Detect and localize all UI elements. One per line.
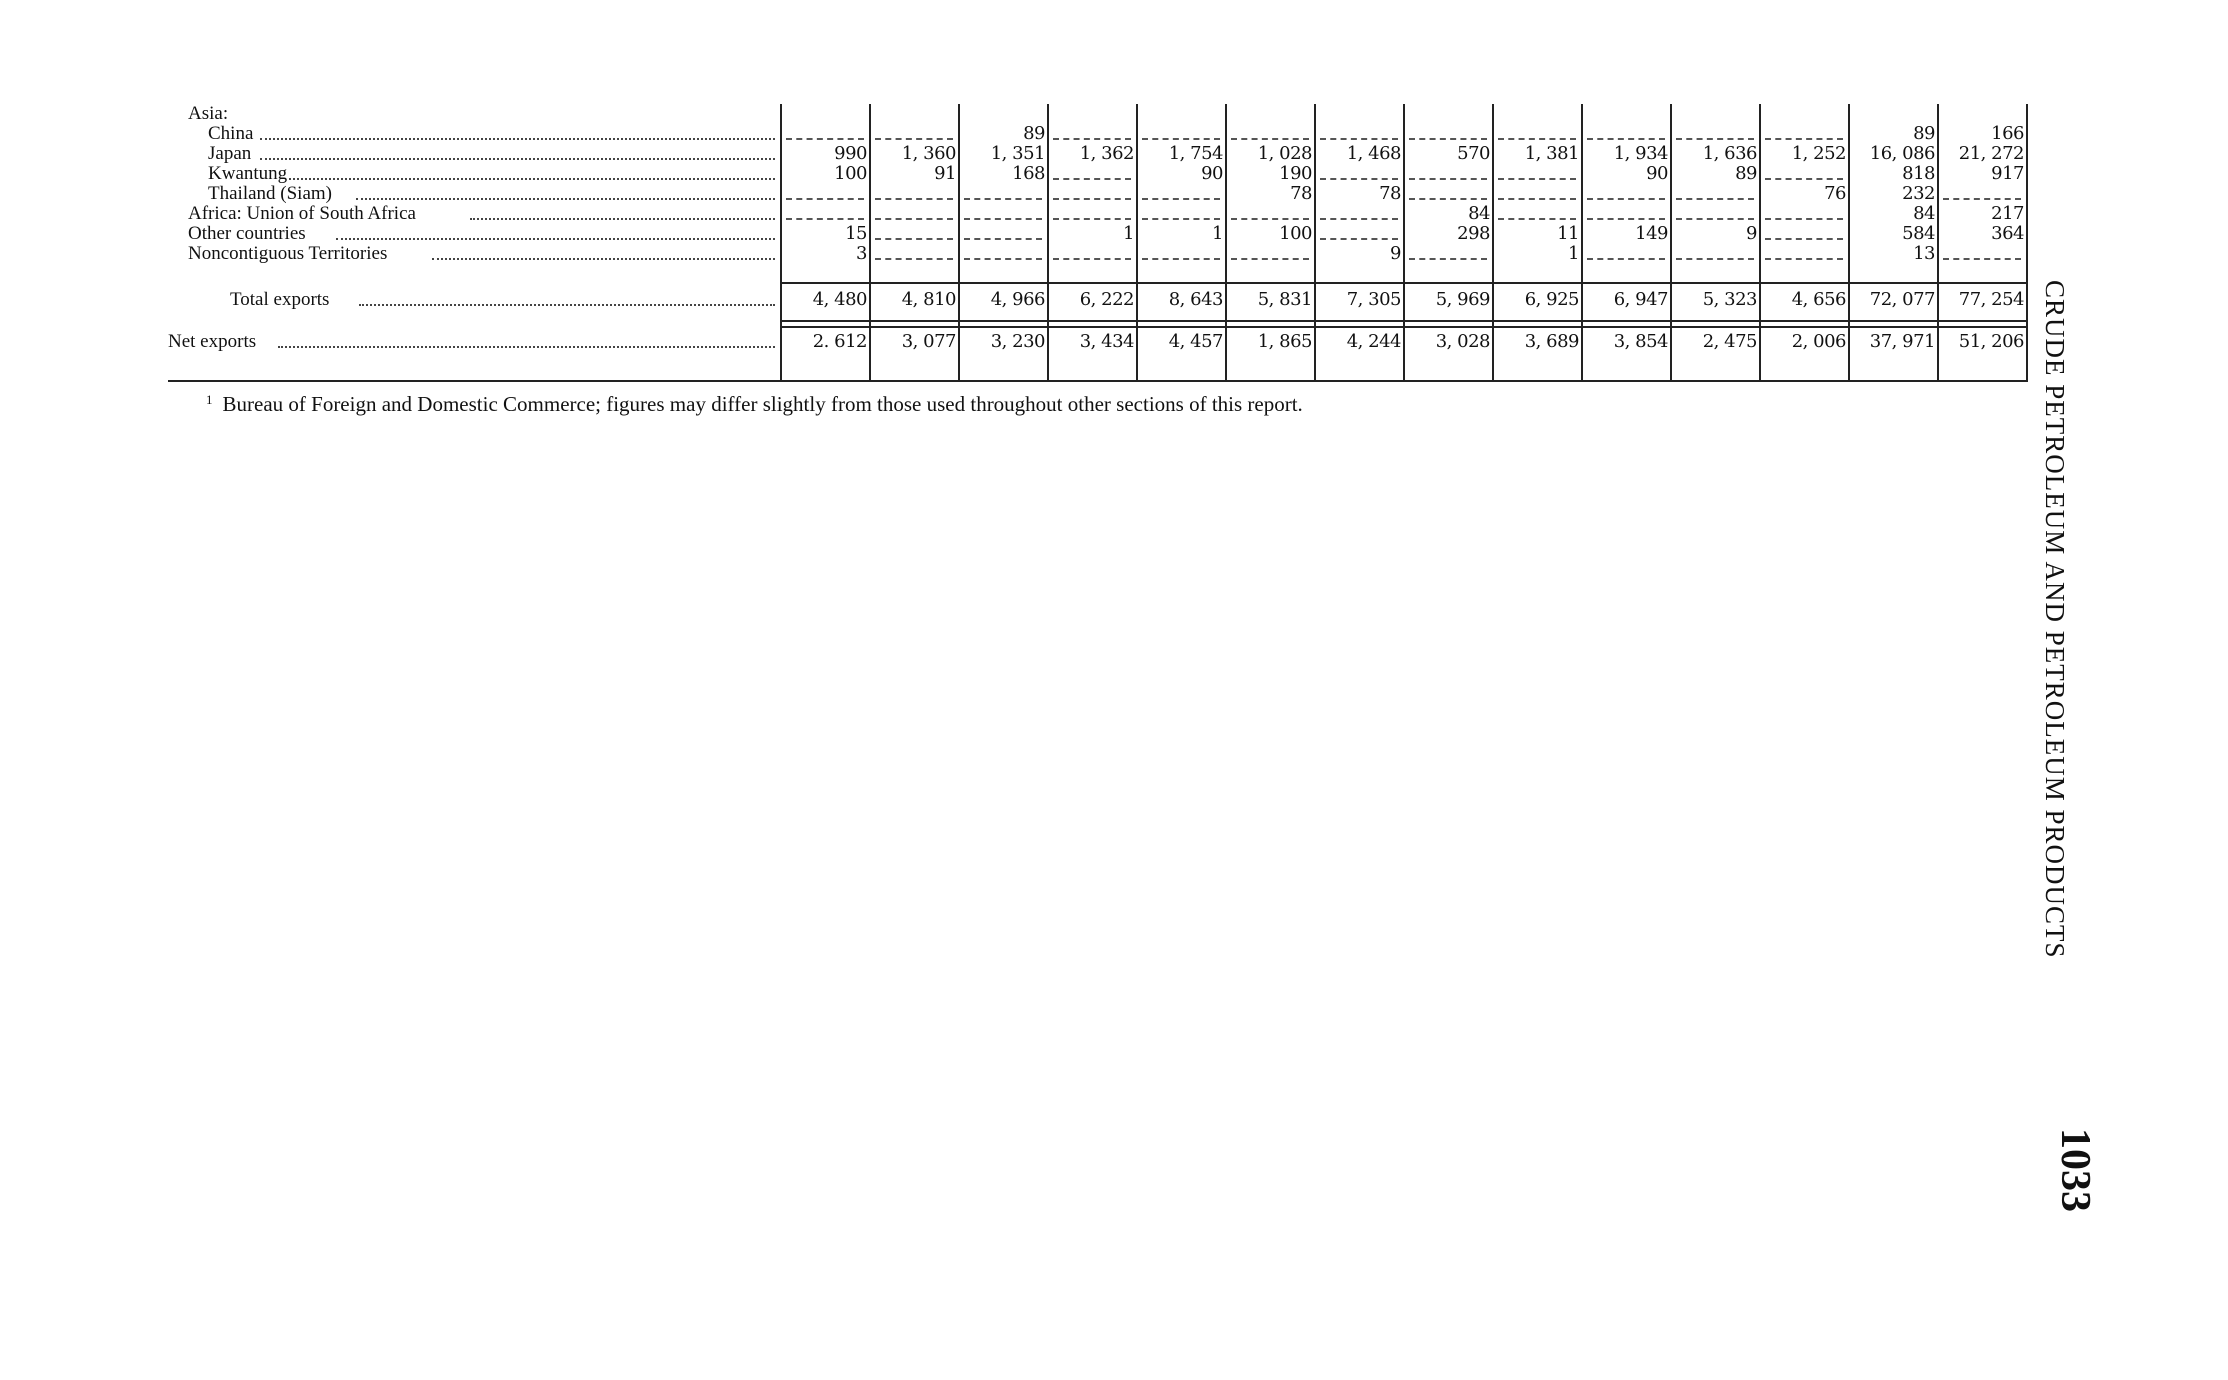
table-cell: 190 <box>1279 163 1312 184</box>
leader-dots <box>470 218 775 220</box>
table-cell: 917 <box>1991 163 2024 184</box>
table-cell: 21, 272 <box>1958 143 2024 164</box>
table-cell: 1 <box>1123 223 1134 244</box>
table-cell: 51, 206 <box>1958 331 2024 352</box>
table-cell: 5, 831 <box>1257 289 1312 310</box>
empty-cell-dash <box>1498 138 1576 140</box>
table-cell: 72, 077 <box>1869 289 1935 310</box>
table-cell: 2, 475 <box>1702 331 1757 352</box>
empty-cell-dash <box>1765 138 1843 140</box>
table-cell: 8, 643 <box>1168 289 1223 310</box>
table-cell: 3, 434 <box>1079 331 1134 352</box>
empty-cell-dash <box>964 198 1042 200</box>
column-rule <box>2026 104 2028 380</box>
table-cell: 77, 254 <box>1958 289 2024 310</box>
table-cell: 217 <box>1991 203 2024 224</box>
net-exports-row <box>160 332 2028 352</box>
table-cell: 1, 360 <box>901 143 956 164</box>
empty-cell-dash <box>1053 138 1131 140</box>
empty-cell-dash <box>875 238 953 240</box>
double-rule <box>780 320 2028 328</box>
table-cell: 3, 689 <box>1524 331 1579 352</box>
footnote <box>206 392 1303 417</box>
table-cell: 6, 925 <box>1524 289 1579 310</box>
table-cell: 4, 656 <box>1791 289 1846 310</box>
table-cell: 9 <box>1746 223 1757 244</box>
empty-cell-dash <box>1676 218 1754 220</box>
empty-cell-dash <box>1231 138 1309 140</box>
empty-cell-dash <box>1587 198 1665 200</box>
table-cell: 84 <box>1913 203 1935 224</box>
row-label: Net exports <box>168 331 257 352</box>
empty-cell-dash <box>1676 138 1754 140</box>
empty-cell-dash <box>1142 258 1220 260</box>
column-rule <box>958 104 960 380</box>
empty-cell-dash <box>1498 198 1576 200</box>
empty-cell-dash <box>1320 138 1398 140</box>
table-cell: 90 <box>1646 163 1668 184</box>
empty-cell-dash <box>1053 178 1131 180</box>
empty-cell-dash <box>1142 218 1220 220</box>
table-cell: 16, 086 <box>1869 143 1935 164</box>
table-cell: 168 <box>1012 163 1045 184</box>
table-row <box>160 244 2028 264</box>
table-cell: 3, 854 <box>1613 331 1668 352</box>
table-cell: 1 <box>1568 243 1579 264</box>
empty-cell-dash <box>1587 258 1665 260</box>
table-cell: 91 <box>934 163 956 184</box>
column-rule <box>1047 104 1049 380</box>
column-rule <box>1403 104 1405 380</box>
table-cell: 298 <box>1457 223 1490 244</box>
table-cell: 3 <box>856 243 867 264</box>
table-cell: 1, 381 <box>1524 143 1579 164</box>
table-cell: 1, 362 <box>1079 143 1134 164</box>
empty-cell-dash <box>786 218 864 220</box>
table-cell: 818 <box>1902 163 1935 184</box>
footnote-text: Bureau of Foreign and Domestic Commerce; figures may differ slightly from those used throughout other sections of this report. <box>222 392 1303 416</box>
row-label: Other countries <box>188 223 306 244</box>
table-cell: 9 <box>1390 243 1401 264</box>
leader-dots <box>289 178 775 180</box>
table-cell: 13 <box>1913 243 1935 264</box>
table-row <box>160 204 2028 224</box>
table-row <box>160 164 2028 184</box>
empty-cell-dash <box>1409 198 1487 200</box>
empty-cell-dash <box>1765 258 1843 260</box>
empty-cell-dash <box>1320 238 1398 240</box>
table-cell: 78 <box>1290 183 1312 204</box>
empty-cell-dash <box>1765 218 1843 220</box>
table-cell: 232 <box>1902 183 1935 204</box>
empty-cell-dash <box>1320 178 1398 180</box>
group-heading: Asia: <box>188 103 229 124</box>
column-rule <box>1581 104 1583 380</box>
table-cell: 4, 966 <box>990 289 1045 310</box>
table-cell: 990 <box>834 143 867 164</box>
table-cell: 584 <box>1902 223 1935 244</box>
table-cell: 84 <box>1468 203 1490 224</box>
row-label: China <box>208 123 254 144</box>
table-cell: 166 <box>1991 123 2024 144</box>
empty-cell-dash <box>964 258 1042 260</box>
empty-cell-dash <box>1142 138 1220 140</box>
column-rule <box>1759 104 1761 380</box>
table-cell: 6, 947 <box>1613 289 1668 310</box>
leader-dots <box>260 158 775 160</box>
leader-dots <box>336 238 775 240</box>
table-cell: 2. 612 <box>812 331 867 352</box>
total-rule <box>780 282 2028 284</box>
empty-cell-dash <box>1320 218 1398 220</box>
table-cell: 149 <box>1635 223 1668 244</box>
table-row <box>160 184 2028 204</box>
column-rule <box>1848 104 1850 380</box>
table-cell: 1, 636 <box>1702 143 1757 164</box>
empty-cell-dash <box>1231 258 1309 260</box>
empty-cell-dash <box>1231 218 1309 220</box>
column-rule <box>869 104 871 380</box>
table-cell: 1, 351 <box>990 143 1045 164</box>
table-cell: 364 <box>1991 223 2024 244</box>
table-row <box>160 224 2028 244</box>
column-rule <box>1314 104 1316 380</box>
leader-dots <box>359 304 775 306</box>
empty-cell-dash <box>875 138 953 140</box>
table-cell: 1, 754 <box>1168 143 1223 164</box>
total-exports-row <box>160 290 2028 310</box>
table-cell: 78 <box>1379 183 1401 204</box>
leader-dots <box>278 346 775 348</box>
table-cell: 15 <box>845 223 867 244</box>
empty-cell-dash <box>1587 218 1665 220</box>
row-label: Noncontiguous Territories <box>188 243 388 264</box>
empty-cell-dash <box>875 218 953 220</box>
empty-cell-dash <box>1053 258 1131 260</box>
table-cell: 3, 028 <box>1435 331 1490 352</box>
leader-dots <box>260 138 775 140</box>
empty-cell-dash <box>1943 258 2021 260</box>
empty-cell-dash <box>1142 198 1220 200</box>
column-rule <box>1937 104 1939 380</box>
table-cell: 1, 865 <box>1257 331 1312 352</box>
table-cell: 89 <box>1913 123 1935 144</box>
empty-cell-dash <box>1676 258 1754 260</box>
empty-cell-dash <box>1498 218 1576 220</box>
table-row <box>160 124 2028 144</box>
table-cell: 1, 934 <box>1613 143 1668 164</box>
table-cell: 89 <box>1023 123 1045 144</box>
footnote-marker: 1 <box>206 392 213 407</box>
running-header-title: CRUDE PETROLEUM AND PETROLEUM PRODUCTS <box>2040 280 2070 959</box>
table-cell: 37, 971 <box>1869 331 1935 352</box>
empty-cell-dash <box>964 218 1042 220</box>
table-cell: 4, 457 <box>1168 331 1223 352</box>
table-cell: 4, 810 <box>901 289 956 310</box>
empty-cell-dash <box>1409 138 1487 140</box>
empty-cell-dash <box>1053 198 1131 200</box>
empty-cell-dash <box>1587 138 1665 140</box>
table-cell: 7, 305 <box>1346 289 1401 310</box>
empty-cell-dash <box>1943 198 2021 200</box>
empty-cell-dash <box>1765 238 1843 240</box>
leader-dots <box>356 198 775 200</box>
table-cell: 6, 222 <box>1079 289 1134 310</box>
empty-cell-dash <box>786 198 864 200</box>
page-number: 1033 <box>2052 1128 2098 1212</box>
table-cell: 76 <box>1824 183 1846 204</box>
row-label: Thailand (Siam) <box>208 183 332 204</box>
table-cell: 90 <box>1201 163 1223 184</box>
empty-cell-dash <box>1676 198 1754 200</box>
table-cell: 4, 480 <box>812 289 867 310</box>
empty-cell-dash <box>1409 178 1487 180</box>
empty-cell-dash <box>875 198 953 200</box>
group-heading-row <box>160 104 2028 124</box>
empty-cell-dash <box>964 238 1042 240</box>
table-row <box>160 144 2028 164</box>
table-cell: 89 <box>1735 163 1757 184</box>
leader-dots <box>432 258 775 260</box>
column-rule <box>1670 104 1672 380</box>
table-cell: 4, 244 <box>1346 331 1401 352</box>
table-cell: 1 <box>1212 223 1223 244</box>
table-cell: 5, 323 <box>1702 289 1757 310</box>
empty-cell-dash <box>875 258 953 260</box>
table-cell: 3, 230 <box>990 331 1045 352</box>
table-cell: 1, 028 <box>1257 143 1312 164</box>
empty-cell-dash <box>1498 178 1576 180</box>
table-cell: 3, 077 <box>901 331 956 352</box>
row-label: Kwantung <box>208 163 288 184</box>
column-rule <box>1225 104 1227 380</box>
table-cell: 570 <box>1457 143 1490 164</box>
column-rule <box>1136 104 1138 380</box>
table-cell: 5, 969 <box>1435 289 1490 310</box>
row-label: Japan <box>208 143 252 164</box>
row-label: Total exports <box>230 289 330 310</box>
table-cell: 100 <box>834 163 867 184</box>
table-cell: 1, 252 <box>1791 143 1846 164</box>
empty-cell-dash <box>1053 218 1131 220</box>
table-cell: 11 <box>1557 223 1579 244</box>
footnote-rule <box>168 380 2028 382</box>
table-cell: 100 <box>1279 223 1312 244</box>
exports-table <box>160 104 2028 384</box>
empty-cell-dash <box>786 138 864 140</box>
column-rule <box>780 104 782 380</box>
table-cell: 2, 006 <box>1791 331 1846 352</box>
empty-cell-dash <box>1409 258 1487 260</box>
empty-cell-dash <box>1765 178 1843 180</box>
table-cell: 1, 468 <box>1346 143 1401 164</box>
row-label: Africa: Union of South Africa <box>188 203 416 224</box>
column-rule <box>1492 104 1494 380</box>
